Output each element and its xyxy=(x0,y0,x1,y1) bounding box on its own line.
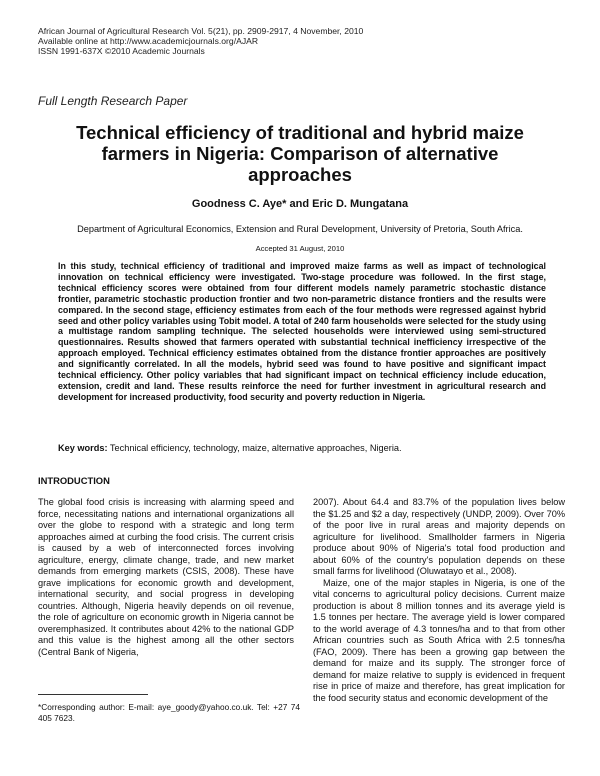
body-paragraph: The global food crisis is increasing with alarming speed and force, necessitating nations and international organizations all over the globe to respond with a strategic and long term approaches aimed at curbing the food crisis. The current crisis is caused by a web of interconnected forces involving agriculture, energy, climate change, trade, and new market demands from emerging markets (CSIS, 2008). These have grave implications for economic growth and development, international security, and social progress in developing countries. Although, Nigeria heavily depends on oil revenue, the role of agriculture on economic growth in Nigeria cannot be overemphasized. It contributes about 42% to the national GDP and this value is the highest among all the other sectors (Central Bank of Nigeria, xyxy=(38,497,294,657)
footnote-divider xyxy=(38,694,148,695)
abstract: In this study, technical efficiency of traditional and improved maize farms as well as impact of technological innovation on technical efficiency were investigated. Two-stage procedure was followed. In the first stage, technical efficiency scores were obtained from four different models namely parametric stochastic distance frontier, parametric stochastic production frontier and two non-parametric distance frontiers and the results were compared. In the second stage, efficiency estimates from each of the four methods were regressed against hybrid seed and other policy variables using Tobit model. A total of 240 farm households were selected for the study using a multistage random sampling technique. The selected households were interviewed using semi-structured questionnaires. Results showed that farmers operated with substantial technical inefficiency irrespective of the approach employed. Technical efficiency estimates obtained from the distance frontier approaches are positively and significantly correlated. In all the models, hybrid seed was found to have positive and significant impact technical efficiency. Other policy variables that had significant impact on technical efficiency include education, extension, credit and land. These results reinforce the need for further investment in agricultural research and development for increased productivity, food security and poverty reduction in Nigeria. xyxy=(58,261,546,402)
left-column xyxy=(38,497,294,658)
keywords xyxy=(58,443,546,453)
authors: Goodness C. Aye* and Eric D. Mungatana xyxy=(191,198,409,210)
affiliation: Department of Agricultural Economics, Extension and Rural Development, University of Pretoria, South Africa. xyxy=(77,224,523,234)
journal-issn: ISSN 1991-637X ©2010 Academic Journals xyxy=(38,46,205,56)
accepted-date: Accepted 31 August, 2010 xyxy=(255,244,345,253)
corresponding-author-footnote: *Corresponding author: E-mail: aye_goody@yahoo.co.uk. Tel: +27 74 405 7623. xyxy=(38,702,300,723)
title-line: Technical efficiency of traditional and hybrid maize xyxy=(76,122,524,143)
title-line: farmers in Nigeria: Comparison of alternative xyxy=(101,143,499,164)
introduction-heading: INTRODUCTION xyxy=(38,475,110,486)
body-paragraph: Maize, one of the major staples in Nigeria, is one of the vital concerns to agricultural policy decisions. Current maize production is about 8 million tonnes and its average yield is 1.5 tonnes per hectare. The average yield is lower compared to the world average of 4.3 tonnes/ha and to that from other African countries such as South Africa with 2.5 tonnes/ha (FAO, 2009). There has been a growing gap between the demand for maize and its supply. The stronger force of demand for maize relative to supply is evidenced in frequent rise in price of maize and therefore, has great implication for the food security status and economic development of the xyxy=(313,577,565,703)
keywords-label: Key words: xyxy=(58,443,108,453)
title-line: approaches xyxy=(248,164,352,185)
body-paragraph: 2007). About 64.4 and 83.7% of the population lives below the $1.25 and $2 a day, respectively (UNDP, 2009). Over 70% of the poor live in rural areas and majority depends on agriculture for livelihood. Smallholder farmers in Nigeria produce about 90% of Nigeria's total food production and about 60% of the country's population depends on these small farms for livelihood (Oluwatayo et al., 2008). xyxy=(313,497,565,576)
right-column xyxy=(313,497,565,704)
journal-citation: African Journal of Agricultural Research Vol. 5(21), pp. 2909-2917, 4 November, 2010 xyxy=(38,26,364,36)
journal-header xyxy=(38,26,363,56)
paper-title xyxy=(40,122,560,185)
journal-online-url[interactable]: Available online at http://www.academicjournals.org/AJAR xyxy=(38,36,259,46)
paper-type: Full Length Research Paper xyxy=(38,94,188,108)
keywords-text: Technical efficiency, technology, maize, alternative approaches, Nigeria. xyxy=(109,443,402,453)
